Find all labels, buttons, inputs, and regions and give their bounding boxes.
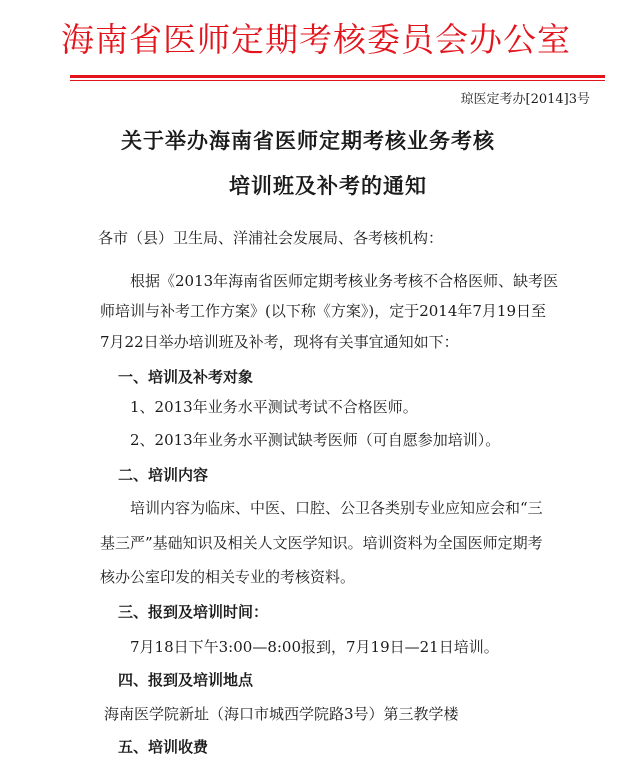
intro-line: 7月22日举办培训班及补考，现将有关事宜通知如下： bbox=[100, 333, 459, 351]
intro-line: 师培训与补考工作方案》(以下称《方案》)，定于2014年7月19日至 bbox=[100, 302, 547, 320]
header-rule-thick bbox=[70, 75, 605, 78]
notice-title-line1: 关于举办海南省医师定期考核业务考核 bbox=[121, 128, 495, 153]
section-heading: 四、报到及培训地点 bbox=[118, 671, 254, 689]
section-heading: 二、培训内容 bbox=[118, 466, 209, 484]
intro-line: 根据《2013年海南省医师定期考核业务考核不合格医师、缺考医 bbox=[130, 272, 559, 290]
issuer-header: 海南省医师定期考核委员会办公室 bbox=[61, 20, 571, 59]
section-heading: 一、培训及补考对象 bbox=[118, 368, 254, 386]
section-heading: 三、报到及培训时间： bbox=[118, 603, 269, 621]
section-line: 海南医学院新址（海口市城西学院路3号）第三教学楼 bbox=[104, 705, 459, 723]
section-line: 7月18日下午3:00—8:00报到，7月19日—21日培训。 bbox=[130, 638, 499, 656]
section-line: 1、2013年业务水平测试考试不合格医师。 bbox=[130, 398, 418, 416]
section-line: 核办公室印发的相关专业的考核资料。 bbox=[100, 568, 356, 586]
section-heading: 五、培训收费 bbox=[118, 738, 209, 756]
header-rule-thin bbox=[70, 80, 605, 81]
document-number: 琼医定考办[2014]3号 bbox=[460, 92, 590, 107]
notice-title-line2: 培训班及补考的通知 bbox=[229, 173, 427, 198]
addressee: 各市（县）卫生局、洋浦社会发展局、各考核机构： bbox=[98, 229, 444, 247]
section-line: 培训内容为临床、中医、口腔、公卫各类别专业应知应会和“三 bbox=[130, 499, 543, 517]
section-line: 基三严”基础知识及相关人文医学知识。培训资料为全国医师定期考 bbox=[100, 534, 543, 552]
section-line: 2、2013年业务水平测试缺考医师（可自愿参加培训）。 bbox=[130, 431, 501, 449]
